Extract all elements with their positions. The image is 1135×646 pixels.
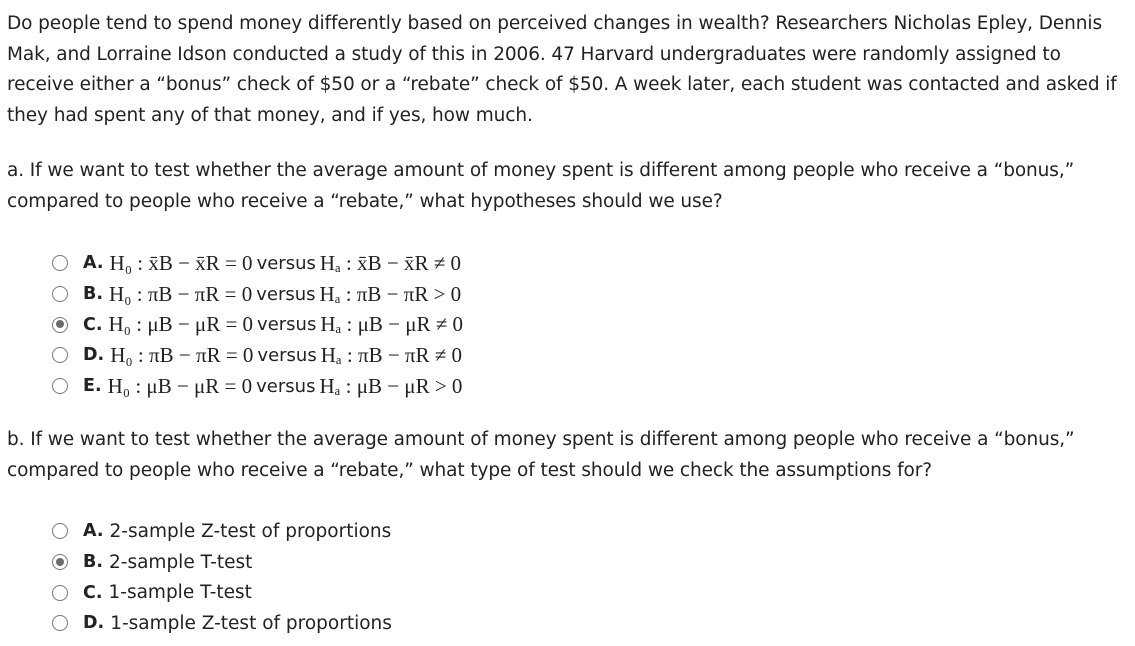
option-letter: C.: [83, 582, 103, 603]
null-hypothesis: H₀ : μB − μR = 0: [108, 312, 254, 337]
question-a-option-d[interactable]: [52, 340, 463, 371]
question-b-prompt: b. If we want to test whether the average amount of money spent is different among people who receive a “bonus,” compared to people who receive a “rebate,” what type of test should we check the assumptions for?: [7, 429, 1075, 481]
radio-button[interactable]: [52, 255, 68, 271]
option-text: 1-sample Z-test of proportions: [110, 612, 392, 634]
versus-label: versus: [256, 252, 316, 274]
radio-button[interactable]: [52, 347, 68, 363]
question-b-option-b[interactable]: [52, 547, 392, 578]
question-b-option-a[interactable]: [52, 516, 392, 547]
question-b-options: [52, 516, 392, 639]
radio-button[interactable]: [52, 585, 68, 601]
radio-button[interactable]: [52, 523, 68, 539]
option-letter: D.: [83, 613, 105, 634]
alternative-hypothesis: Hₐ : πB − πR > 0: [319, 281, 462, 306]
question-b-option-c[interactable]: [52, 577, 392, 608]
radio-button-selected[interactable]: [52, 554, 68, 570]
option-letter: C.: [83, 314, 103, 335]
option-letter: A.: [83, 253, 104, 274]
radio-button[interactable]: [52, 378, 68, 394]
question-b-option-d[interactable]: [52, 608, 392, 639]
versus-label: versus: [257, 314, 317, 336]
versus-label: versus: [256, 283, 316, 305]
alternative-hypothesis: Hₐ : μB − μR ≠ 0: [320, 312, 463, 337]
question-a-prompt: a. If we want to test whether the average amount of money spent is different among people who receive a “bonus,” compared to people who receive a “rebate,” what hypotheses should we use?: [7, 160, 1075, 212]
versus-label: versus: [257, 344, 317, 366]
null-hypothesis: H₀ : πB − πR = 0: [109, 281, 253, 306]
question-a-options: [52, 248, 463, 401]
question-a-option-b[interactable]: [52, 279, 463, 310]
null-hypothesis: H₀ : x̄B − x̄R = 0: [109, 250, 253, 275]
versus-label: versus: [256, 375, 316, 397]
question-a-option-c[interactable]: [52, 309, 463, 340]
radio-button[interactable]: [52, 286, 68, 302]
radio-button-selected[interactable]: [52, 317, 68, 333]
option-letter: B.: [83, 284, 103, 305]
intro-paragraph: Do people tend to spend money differently based on perceived changes in wealth? Researchers Nicholas Epley, Dennis Mak, and Lorraine Idson conducted a study of this in 2006. 47 Harvard undergraduates were randomly assigned to receive either a “bonus” check of $50 or a “rebate” check of $50. A week later, each student was contacted and asked if they had spent any of that money, and if yes, how much.: [7, 13, 1117, 127]
alternative-hypothesis: Hₐ : x̄B − x̄R ≠ 0: [319, 250, 461, 275]
radio-button[interactable]: [52, 615, 68, 631]
null-hypothesis: H₀ : πB − πR = 0: [110, 342, 254, 367]
question-a-option-e[interactable]: [52, 371, 463, 402]
option-letter: B.: [83, 552, 103, 573]
option-letter: D.: [83, 345, 105, 366]
option-text: 1-sample T-test: [108, 582, 252, 604]
alternative-hypothesis: Hₐ : πB − πR ≠ 0: [320, 342, 463, 367]
option-letter: E.: [83, 376, 102, 397]
option-letter: A.: [83, 521, 104, 542]
option-text: 2-sample T-test: [109, 551, 253, 573]
alternative-hypothesis: Hₐ : μB − μR > 0: [319, 373, 463, 398]
option-text: 2-sample Z-test of proportions: [109, 520, 392, 542]
null-hypothesis: H₀ : μB − μR = 0: [107, 373, 253, 398]
question-a-option-a[interactable]: [52, 248, 463, 279]
